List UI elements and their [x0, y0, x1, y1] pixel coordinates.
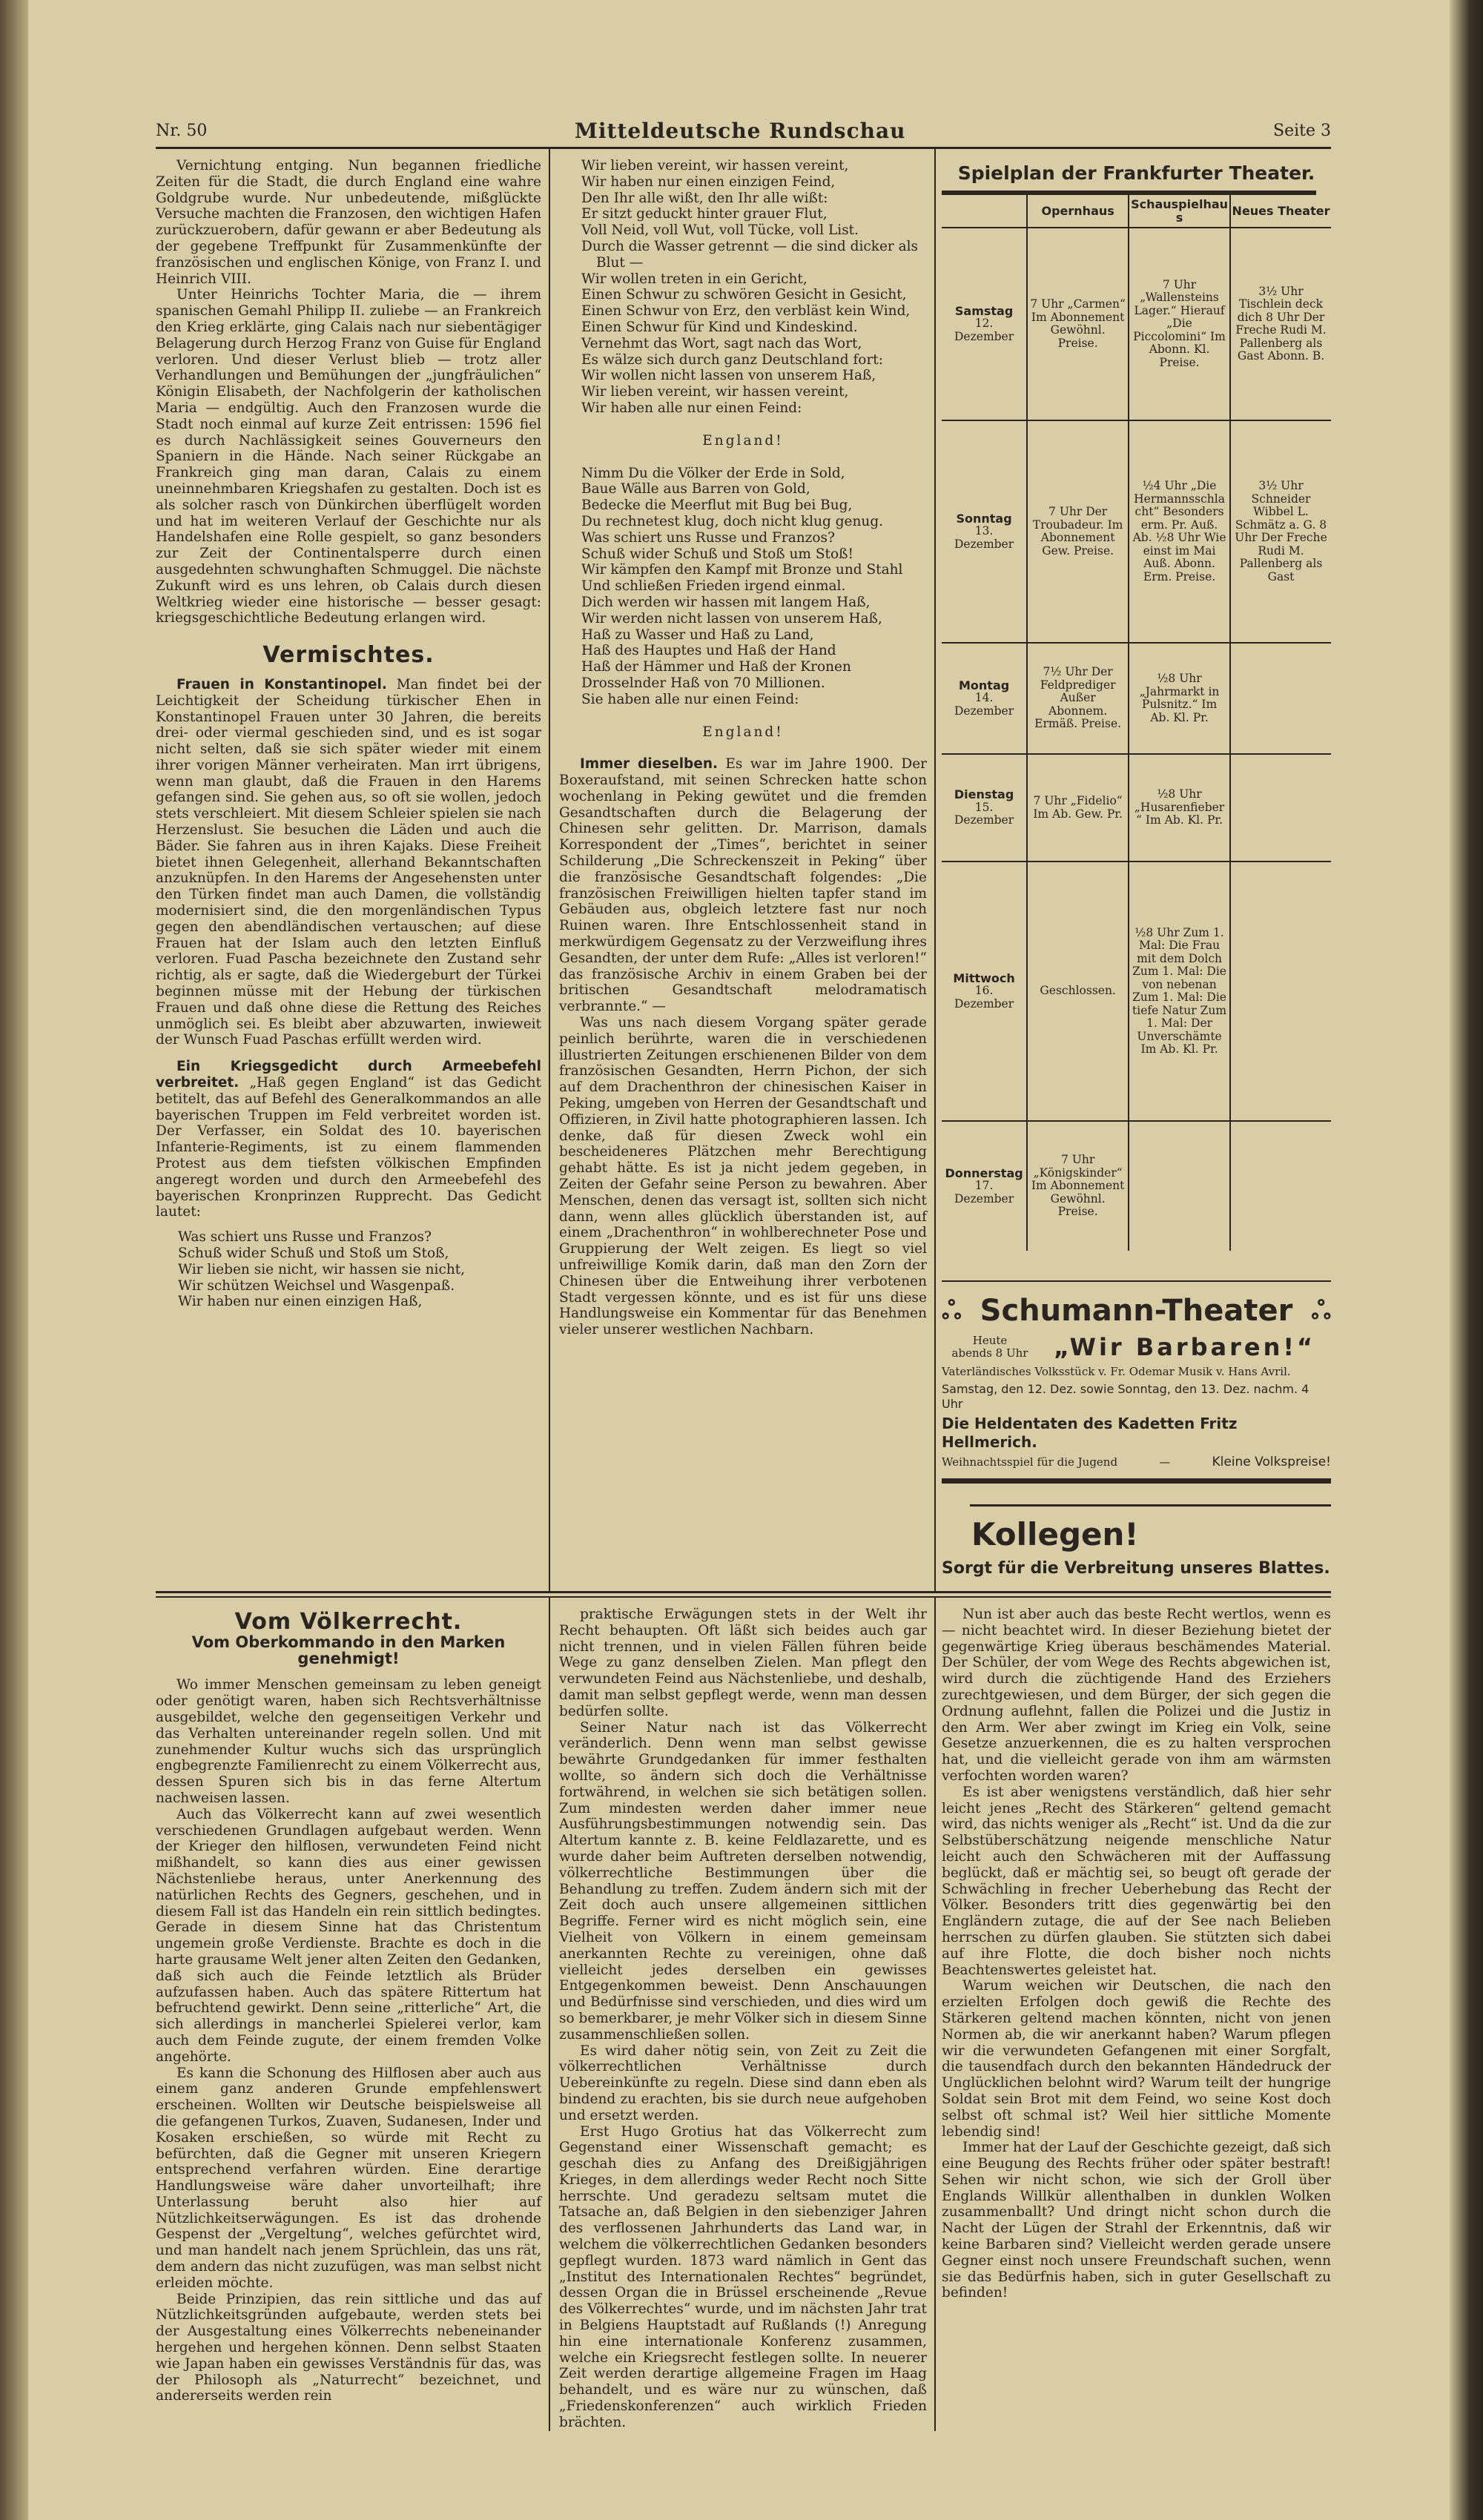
poem-line: Drosselnder Haß von 70 Millionen.	[581, 675, 825, 691]
schedule-row	[942, 420, 1331, 643]
performance-cell-neues	[1230, 862, 1331, 1121]
paragraph: Warum weichen wir Deutschen, die nach den erzielten Erfolgen doch gewiß die Rechte des Stärkeren geltend machen könnten, nicht von jenen Normen ab, die wir anerkannt haben? Warum pflegen wir die verwundeten Gefangenen mit einer Sorgfalt, die tausendfach durch den bekannten Händedruck der Unglücklichen belohnt wird? Warum teilt der hungrige Soldat sein Brot mit dem Feind, wo seine Kost doch selbst oft schmal ist? Weil hier sittliche Momente lebendig sind!	[942, 1978, 1331, 2140]
performance-cell-oper: 7½ Uhr Der Feldprediger Außer Abonnem. Ermäß. Preise.	[1027, 643, 1129, 754]
poem-line: Bedecke die Meerflut mit Bug bei Bug,	[581, 497, 853, 514]
schedule-row	[942, 754, 1331, 862]
performance-cell-schauspiel: ½8 Uhr Zum 1. Mal: Die Frau mit dem Dolch Zum 1. Mal: Die von nebenan Zum 1. Mal: Die tiefe Natur Zum 1. Mal: Der Unverschämte Im Ab. Kl. Pr.	[1129, 862, 1230, 1121]
poem-line: Haß der Hämmer und Haß der Kronen	[581, 659, 851, 675]
poem-line: Wir haben alle nur einen Feind:	[581, 400, 802, 416]
poem-line: Wir schützen Weichsel und Wasgenpaß.	[178, 1277, 455, 1294]
poem-line: Dich werden wir hassen mit langem Haß,	[581, 594, 871, 610]
day-date: 12. Dezember	[954, 317, 1014, 343]
performance-cell-oper: 7 Uhr „Fidelio“ Im Ab. Gew. Pr.	[1027, 754, 1129, 862]
issue-number: Nr. 50	[156, 121, 208, 140]
poem-line: Voll Neid, voll Wut, voll Tücke, voll List.	[581, 222, 859, 239]
poem-line: Einen Schwur von Erz, den verbläst kein Wind,	[581, 303, 911, 320]
performance-cell-neues	[1230, 754, 1331, 862]
top-section	[156, 149, 1331, 1591]
poem-line: Wir lieben vereint, wir hassen vereint,	[581, 384, 849, 400]
kollegen-ad	[942, 1507, 1331, 1591]
ad-subtitle: Vaterländisches Volksstück v. Fr. Odemar Musik v. Hans Avril.	[942, 1365, 1291, 1378]
schedule-title: Spielplan der Frankfurter Theater.	[957, 162, 1315, 184]
article-kriegsgedicht: Ein Kriegsgedicht durch Armeebefehl verbreitet. „Haß gegen England“ ist das Gedicht betitelt, das auf Befehl des Generalkommandos an alle bayerischen Truppen im Feld verbreitet worden ist. Der Verfasser, ein Soldat des 10. bayerischen Infanterie-Regiments, ist zu einem flammenden Protest aus dem tiefsten völkischen Empfinden angeregt worden und durch den Armeebefehl des bayerischen Kronprinzen Rupprecht. Das Gedicht lautet:	[156, 1059, 541, 1220]
paragraph: Erst Hugo Grotius hat das Völkerrecht zum Gegenstand einer Wissenschaft gemacht; es geschah dies zu Anfang des Dreißigjährigen Krieges, in dem allerdings weder Recht noch Sitte herrschte. Und geradezu seltsam mutet die Tatsache an, daß Belgien in den siebenziger Jahren des verflossenen Jahrhunderts das Land war, in welchem die völkerrechtlichen Gedanken besonders gepflegt wurden. 1873 ward nämlich in Gent das „Institut des Internationalen Rechtes“ begründet, dessen Organ die in Brüssel erscheinende „Revue des Völkerrechtes“ wurde, und im nächsten Jahr trat in Belgiens Hauptstadt auf Rußlands (!) Anregung hin eine internationale Konferenz zusammen, welche ein Kriegsrecht festlegen sollte. In neuerer Zeit werden derartige allgemeine Fragen im Haag behandelt, und es wäre nur zu wünschen, daß „Friedenskonferenzen“ auch wirklich Frieden brächten.	[559, 2123, 927, 2430]
column-2-top	[550, 149, 936, 1591]
article-subtitle: Vom Oberkommando in den Marken genehmigt!	[191, 1633, 506, 1667]
bottom-section	[156, 1598, 1331, 2431]
schedule-row	[942, 228, 1331, 420]
schumann-theater-ad	[942, 1282, 1331, 1478]
performance-cell-oper: 7 Uhr „Carmen“ Im Abonnement Gewöhnl. Preise.	[1027, 228, 1129, 420]
day-cell	[942, 228, 1027, 420]
ornament-icon: ஃ	[942, 1296, 962, 1326]
column-1-top	[156, 149, 550, 1591]
poem-line: Durch die Wasser getrennt — die sind dicker als Blut —	[581, 238, 919, 271]
paragraph: Wo immer Menschen gemeinsam zu leben geneigt oder genötigt waren, haben sich Rechtsverhältnisse ausgebildet, welche den gegenseitigen Verkehr und das Verhalten untereinander regeln sollen. Und mit zunehmender Kultur wuchs sich das ursprünglich engbegrenzte Familienrecht zu einem Völkerrecht aus, dessen Spuren sich bis in das ferne Altertum nachweisen lassen.	[156, 1677, 541, 1806]
ad-today: Heute	[972, 1334, 1008, 1347]
column-header	[942, 195, 1027, 228]
poem-line: Baue Wälle aus Barren von Gold,	[581, 481, 810, 497]
poem-line: Er sitzt geduckt hinter grauer Flut,	[581, 206, 828, 222]
kollegen-text: Sorgt für die Verbreitung unseres Blattes.	[942, 1559, 1330, 1578]
day-date: 15. Dezember	[954, 800, 1014, 827]
kollegen-title: Kollegen!	[971, 1516, 1139, 1552]
article-frauen: Frauen in Konstantinopel. Man findet bei der Leichtigkeit der Scheidung türkischer Ehen in Konstantinopel Frauen unter 30 Jahren, die bereits drei- oder viermal geschieden sind, und es ist sogar nicht selten, daß sie sich später wieder mit einem ihrer vorigen Männer verheiraten. Man irrt übrigens, wenn man glaubt, daß die Frauen in den Harems gefangen sind. Sie gehen aus, so oft sie wollen, jedoch stets verschleiert. Mit diesem Schleier spielen sie nach Herzenslust. Sie besuchen die Läden und auch die Bäder. Sie fahren aus in ihren Kajaks. Diese Freiheit bietet ihnen Gelegenheit, allerhand Bekanntschaften anzuknüpfen. In den Harems der Angesehensten unter den Türken findet man auch Damen, die vollständig modernisiert sind, die den morgenländischen Typus gegen den abendländischen vertauschen; auf diese Frauen hat der Islam auch den letzten Einfluß verloren. Fuad Pascha bezeichnete den Zustand sehr richtig, als er sagte, daß die Wiedergeburt der Türkei beginnen müsse mit der Hebung der türkischen Frauen und daß ohne diese die Rettung des Reiches unmöglich sei. Es bleibt aber abzuwarten, inwieweit der Wunsch Fuad Paschas erfüllt werden wird.	[156, 676, 542, 1048]
poem-line: Einen Schwur zu schwören Gesicht in Gesicht,	[581, 287, 907, 303]
section-heading-vermischtes: Vermischtes.	[262, 642, 435, 669]
poem-stanza	[559, 158, 927, 417]
article-voelkerrecht-col3	[936, 1598, 1331, 2431]
page-number: Seite 3	[1273, 121, 1331, 140]
article-paragraph: Was uns nach diesem Vorgang später gerade peinlich berührte, waren die in verschiedenen illustrierten Zeitungen erschienenen Bilder von dem französischen Gesandten, Herrn Pichon, der sich auf dem Drachenthron der chinesischen Kaiser in Peking, umgeben von Herren der Gesandtschaft und Offizieren, in Zivil hatte photographieren lassen. Ich denke, daß für diesen Zweck wohl ein bescheideneres Plätzchen mehr Berechtigung gehabt hätte. Es ist ja nicht jedem gegeben, in Zeiten der Gefahr seine Person zu bewahren. Aber Menschen, denen das versagt ist, sollten sich nicht dann, wenn alles glücklich überstanden ist, auf einem „Drachenthron“ in wohlberechneter Pose und Gruppierung der Welt zeigen. Es liegt so viel unfreiwillige Komik darin, daß man den Zorn der Chinesen über die Entweihung ihrer verbotenen Stadt vergessen könnte, und es ist für uns diese Handlungsweise ein Kommentar für das Benehmen vieler unserer westlichen Nachbarn.	[559, 1015, 927, 1338]
article-voelkerrecht-col2	[550, 1598, 936, 2431]
paragraph: Beide Prinzipien, das rein sittliche und das auf Nützlichkeitsgründen aufgebaute, werden stets bei der Ausgestaltung eines Völkerrechts nebeneinander hergehen und hergehen können. Denn selbst Staaten wie Japan haben ein gewisses Verständnis für das, was der Philosoph als „Naturrecht“ bezeichnet, und andererseits werden rein	[156, 2291, 541, 2404]
poem-line: Wir wollen nicht lassen von unserem Haß,	[581, 368, 876, 384]
ad-rule-thick	[942, 1478, 1331, 1484]
column-3-top	[936, 149, 1331, 1591]
theater-schedule	[942, 162, 1331, 1251]
poem-line: Wir haben nur einen einzigen Feind,	[581, 173, 836, 190]
poem-line: Wir haben nur einen einzigen Haß,	[178, 1294, 423, 1310]
day-name: Donnerstag	[945, 1165, 1023, 1180]
poem-line: Wir kämpfen den Kampf mit Bronze und Stahl	[581, 562, 903, 578]
paragraph: praktische Erwägungen stets in der Welt ihr Recht behaupten. Oft läßt sich beides auch gar nicht trennen, und in vielen Fällen führen beide Wege zu ganz denselben Zielen. Man pflegt den verwundeten Feind aus Nächstenliebe, und deshalb, damit man selbst gepflegt werde, wenn man dessen bedürfen sollte.	[559, 1607, 927, 1719]
day-cell	[942, 1121, 1027, 1251]
article-title: Vom Völkerrecht.	[234, 1609, 463, 1635]
paragraph: Nun ist aber auch das beste Recht wertlos, wenn es — nicht beachtet wird. In dieser Beziehung bietet der gegenwärtige Krieg überaus beschämendes Material. Der Schüler, der vom Wege des Rechts abgewichen ist, wird durch die züchtigende Hand des Erziehers zurechtgewiesen, und dem Bürger, der sich gegen die Ordnung auflehnt, fallen die Polizei und die Justiz in den Arm. Wer aber zwingt im Krieg ein Volk, seine Gesetze anzuerkennen, die es zu halten versprochen hat, und die vielleicht gerade von ihm am wärmsten verfochten worden waren?	[942, 1607, 1331, 1784]
ornament-icon: ஃ	[1311, 1296, 1331, 1326]
day-date: 16. Dezember	[954, 984, 1014, 1011]
schedule-table	[942, 195, 1331, 1251]
schedule-row	[942, 1121, 1331, 1251]
poem-line: Den Ihr alle wißt, den Ihr alle wißt:	[581, 190, 828, 206]
performance-cell-neues	[1230, 643, 1331, 754]
day-name: Dienstag	[954, 787, 1014, 802]
poem-line: Schuß wider Schuß und Stoß um Stoß!	[581, 546, 853, 562]
poem-line: Vernehmt das Wort, sagt nach das Wort,	[581, 335, 862, 351]
performance-cell-schauspiel: ½8 Uhr „Jahrmarkt in Pulsnitz.“ Im Ab. Kl. Pr.	[1129, 643, 1230, 754]
poem-line: Und schließen Frieden irgend einmal.	[581, 578, 846, 595]
poem-line: Was schiert uns Russe und Franzos?	[581, 529, 835, 546]
day-name: Mittwoch	[953, 970, 1015, 985]
poem-line: Nimm Du die Völker der Erde in Sold,	[581, 465, 845, 481]
ad-dates: Samstag, den 12. Dez. sowie Sonntag, den 13. Dez. nachm. 4 Uhr	[942, 1382, 1309, 1411]
article-immer-dieselben: Immer dieselben. Es war im Jahre 1900. Der Boxeraufstand, mit seinen Schrecken hatte schon wochenlang in Peking gewütet und die fremden Gesandtschaften durch die Belagerung der Chinesen sehr gelitten. Dr. Marrison, damals Korrespondent der „Times“, berichtet in seiner Schilderung „Die Schreckenszeit in Peking“ über die französische Gesandtschaft folgendes: „Die französischen Freiwilligen hielten tapfer stand im Gebäuden aus, obgleich letztere fast nur noch Ruinen waren. Ihre Entschlossenheit stand in merkwürdigem Gegensatz zu der Verzweiflung ihres Gesandten, der unter dem Rufe: „Alles ist verloren!“ das französische Archiv in einem Graben bei der britischen Gesandtschaft melodramatisch verbrannte.“ —	[559, 756, 927, 1015]
paragraph: Es wird daher nötig sein, von Zeit zu Zeit die völkerrechtlichen Verhältnisse durch Uebereinkünfte zu regeln. Diese sind dann eben als bindend zu erachten, bis sie durch neue aufgehoben und ersetzt werden.	[559, 2043, 927, 2123]
day-date: 14. Dezember	[954, 691, 1014, 718]
page-header	[156, 117, 1331, 144]
performance-cell-oper: 7 Uhr Der Troubadeur. Im Abonnement Gew. Preise.	[1027, 420, 1129, 643]
day-cell	[942, 754, 1027, 862]
performance-cell-schauspiel: ½8 Uhr „Husarenfieber“ Im Ab. Kl. Pr.	[1129, 754, 1230, 862]
poem-stanza	[559, 466, 927, 708]
performance-cell-neues: 3½ Uhr Tischlein deck dich 8 Uhr Der Freche Rudi M. Pallenberg als Gast Abonn. B.	[1230, 228, 1331, 420]
paragraph: Seiner Natur nach ist das Völkerrecht veränderlich. Denn wenn man selbst gewisse bewährte Grundgedanken für immer festhalten wollte, so ändern sich doch die Verhältnisse fortwährend, in welchen sie sich betätigen sollen. Zum mindesten werden daher immer neue Ausführungsbestimmungen notwendig sein. Das Altertum kannte z. B. keine Feldlazarette, und es wurde daher beim Auftreten derselben notwendig, völkerrechtliche Bestimmungen über die Behandlung zu treffen. Zudem ändern sich mit der Zeit doch auch unsere allgemeinen sittlichen Begriffe. Ferner wird es nicht möglich sein, eine Vielheit von Völkern in einem gemeinsam anerkannten Rechte zu vereinigen, ohne daß vielleicht jedes derselben ein gewisses Entgegenkommen beweist. Denn Anschauungen und Bedürfnisse sind verschieden, und dies wird um so bemerkbarer, je mehr Völker sich in diesem Sinne zusammenschließen sollen.	[559, 1719, 927, 2043]
day-cell	[942, 643, 1027, 754]
poem-line: Haß zu Wasser und Haß zu Land,	[581, 626, 814, 643]
ad-play2: Die Heldentaten des Kadetten Fritz Hellmerich.	[942, 1415, 1238, 1451]
paragraph: Auch das Völkerrecht kann auf zwei wesentlich verschiedenen Grundlagen aufgebaut werden. Wenn der Krieger den hilflosen, verwundeten Feind nicht mißhandelt, so kann dies aus einer gewissen Nächstenliebe heraus, unter Anerkennung des natürlichen Rechts des Gegners, geschehen, und in diesem Fall ist das Handeln ein rein sittlich bedingtes. Gerade in diesem Sinne hat das Christentum ungemein große Verdienste. Brachte es doch in die harte grausame Welt jener alten Zeiten den Gedanken, daß sich auch die Feinde letztlich als Brüder aufzufassen haben. Auch das spätere Rittertum hat befruchtend gewirkt. Denn seine „ritterliche“ Art, die sich allerdings in mancherlei Spielerei verlor, kam auch dem Feinde zugute, der einem fremden Volke angehörte.	[156, 1806, 541, 2065]
schedule-row	[942, 643, 1331, 754]
article-voelkerrecht-col1	[156, 1598, 550, 2431]
poem-line: Schuß wider Schuß und Stoß um Stoß,	[178, 1246, 449, 1261]
performance-cell-neues: 3½ Uhr Schneider Wibbel L. Schmätz a. G. 8 Uhr Der Freche Rudi M. Pallenberg als Gast	[1230, 420, 1331, 643]
poem-line: Wir werden nicht lassen von unserem Haß,	[581, 610, 882, 626]
newspaper-title: Mitteldeutsche Rundschau	[574, 118, 906, 143]
performance-cell-oper: 7 Uhr „Königskinder“ Im Abonnement Gewöhnl. Preise.	[1027, 1121, 1129, 1251]
ad-title: Schumann-Theater	[980, 1294, 1293, 1328]
poem-line: Wir lieben vereint, wir hassen vereint,	[581, 158, 849, 173]
ad-dash: —	[1159, 1455, 1171, 1469]
ad-note: Weihnachtsspiel für die Jugend	[942, 1455, 1118, 1469]
column-header: Opernhaus	[1027, 195, 1129, 228]
day-name: Samstag	[954, 303, 1014, 318]
ad-play-title: „Wir Barbaren!“	[1053, 1333, 1315, 1361]
poem-refrain: England!	[702, 432, 784, 449]
schedule-row	[942, 862, 1331, 1121]
paragraph: Unter Heinrichs Tochter Maria, die — ihrem spanischen Gemahl Philipp II. zuliebe — an Frankreich den Krieg erklärte, ging Calais nach nur siebentägiger Belagerung durch Herzog Franz von Guise für England verloren. Und dieser Verlust blieb — trotz aller Verhandlungen und Bemühungen der „jungfräulichen“ Königin Elisabeth, der Nachfolgerin der katholischen Maria — endgültig. Auch den Franzosen wurde die Stadt noch einmal auf kurze Zeit entrissen: 1596 fiel es durch Nachlässigkeit seines Gouverneurs den Spaniern in die Hände. Nach seiner Rückgabe an Frankreich ging man daran, Calais zu einem uneinnehmbaren Kriegshafen zu gestalten. Doch ist es als solcher rasch von Dünkirchen überflügelt worden und hat im weiteren Verlauf der Geschichte nur als Handelshafen eine Rolle gespielt, so ganz besonders zur Zeit der Continentalsperre durch einen ausgedehnten schwunghaften Schmuggel. Die nächste Zukunft wird es uns lehren, ob Calais durch diesen Weltkrieg wieder eine historische — besser gesagt: kriegsgeschichtliche Bedeutung erlangen wird.	[156, 287, 541, 626]
poem-line: Wir wollen treten in ein Gericht,	[581, 271, 807, 287]
performance-cell-schauspiel: ½4 Uhr „Die Hermannsschlacht“ Besonders erm. Pr. Auß. Ab. ½8 Uhr Wie einst im Mai Auß. Abonn. Erm. Preise.	[1129, 420, 1230, 643]
poem-line: Du rechnetest klug, doch nicht klug genug.	[581, 513, 884, 529]
poem-refrain: England!	[702, 724, 784, 740]
poem-line: Einen Schwur für Kind und Kindeskind.	[581, 319, 858, 335]
paragraph: Es ist aber wenigstens verständlich, daß hier sehr leicht jenes „Recht des Stärkeren“ geltend gemacht wird, das nichts weniger als „Recht“ ist. Und da die zur Selbstüberschätzung neigende menschliche Natur leicht auch den Schwächeren mit der Auffassung beglückt, daß er mächtig sei, so beugt oft gerade der Schwächling in frecher Ueberhebung das Recht der Völker. Besonders tritt dies gegenwärtig bei den Engländern zutage, die auf der See nach Belieben herrschen zu dürfen glauben. Sie stützten sich dabei auf ihre Flotte, die doch bisher noch nichts Beachtenswertes geleistet hat.	[942, 1784, 1331, 1978]
poem-line: Wir lieben sie nicht, wir hassen sie nicht,	[178, 1261, 466, 1277]
poem-line: Es wälze sich durch ganz Deutschland fort:	[581, 351, 883, 368]
paragraph: Es kann die Schonung des Hilflosen aber auch aus einem ganz anderen Grunde empfehlenswert erscheinen. Wollten wir Deutsche beispielsweise all die gefangenen Turkos, Zuaven, Sudanesen, Inder und Kosaken erschießen, so würde mit Recht zu befürchten, daß die Gegner mit unseren Kriegern entsprechend verfahren würden. Eine derartige Handlungsweise wäre daher unvorteilhaft; ihre Unterlassung beruht also hier auf Nützlichkeitserwägungen. Es ist das drohende Gespenst der „Vergeltung“, welches gefürchtet wird, und man handelt nach jenem Sprüchlein, das uns rät, dem andern das nicht zuzufügen, was man selbst nicht erleiden möchte.	[156, 2065, 541, 2291]
ad-prices: Kleine Volkspreise!	[1212, 1455, 1331, 1469]
section-divider	[156, 1591, 1331, 1593]
column-header: Schauspielhaus	[1129, 195, 1230, 228]
poem-line: Was schiert uns Russe und Franzos?	[178, 1229, 432, 1246]
paragraph: Immer hat der Lauf der Geschichte gezeigt, daß sich eine Beugung des Rechts früher oder später bestraft! Sehen wir nicht schon, wie sich der Groll über Englands Willkür allenthalben in dunklen Wolken zusammenballt? Und dringt nicht schon durch die Nacht der Lügen der Strahl der Erkenntnis, daß wir keine Barbaren sind? Vielleicht werden gerade unsere Gegner einst noch unsere Freundschaft suchen, wenn sie das Bedürfnis haben, sich in guter Gesellschaft zu befinden!	[942, 2140, 1331, 2301]
day-name: Sonntag	[956, 511, 1012, 526]
day-cell	[942, 420, 1027, 643]
poem-line: Sie haben alle nur einen Feind:	[581, 691, 799, 707]
page-edge-right	[1450, 0, 1483, 2520]
performance-cell-schauspiel	[1129, 1121, 1230, 1251]
day-cell	[942, 862, 1027, 1121]
ad-time: abends 8 Uhr	[951, 1346, 1028, 1360]
performance-cell-schauspiel: 7 Uhr „Wallensteins Lager.“ Hierauf „Die Piccolomini“ Im Abonn. Kl. Preise.	[1129, 228, 1230, 420]
newspaper-page	[156, 0, 1331, 2520]
page-edge-left	[0, 0, 28, 2520]
day-date: 17. Dezember	[954, 1179, 1014, 1206]
poem-line: Haß des Hauptes und Haß der Hand	[581, 643, 836, 659]
day-name: Montag	[958, 678, 1010, 692]
column-header: Neues Theater	[1230, 195, 1331, 228]
performance-cell-neues	[1230, 1121, 1331, 1251]
poem	[156, 1229, 541, 1310]
day-date: 13. Dezember	[954, 524, 1014, 551]
performance-cell-oper: Geschlossen.	[1027, 862, 1129, 1121]
paragraph: Vernichtung entging. Nun begannen friedliche Zeiten für die Stadt, die durch England eine wahre Goldgrube wurde. Nur unbedeutende, mißglückte Versuche machten die Franzosen, den wichtigen Hafen zurückzuerobern, dafür gewann er aber Bedeutung als der gegebene Treffpunkt für Zusammenkünfte der französischen und englischen Könige, von Franz I. und Heinrich VIII.	[156, 158, 541, 287]
